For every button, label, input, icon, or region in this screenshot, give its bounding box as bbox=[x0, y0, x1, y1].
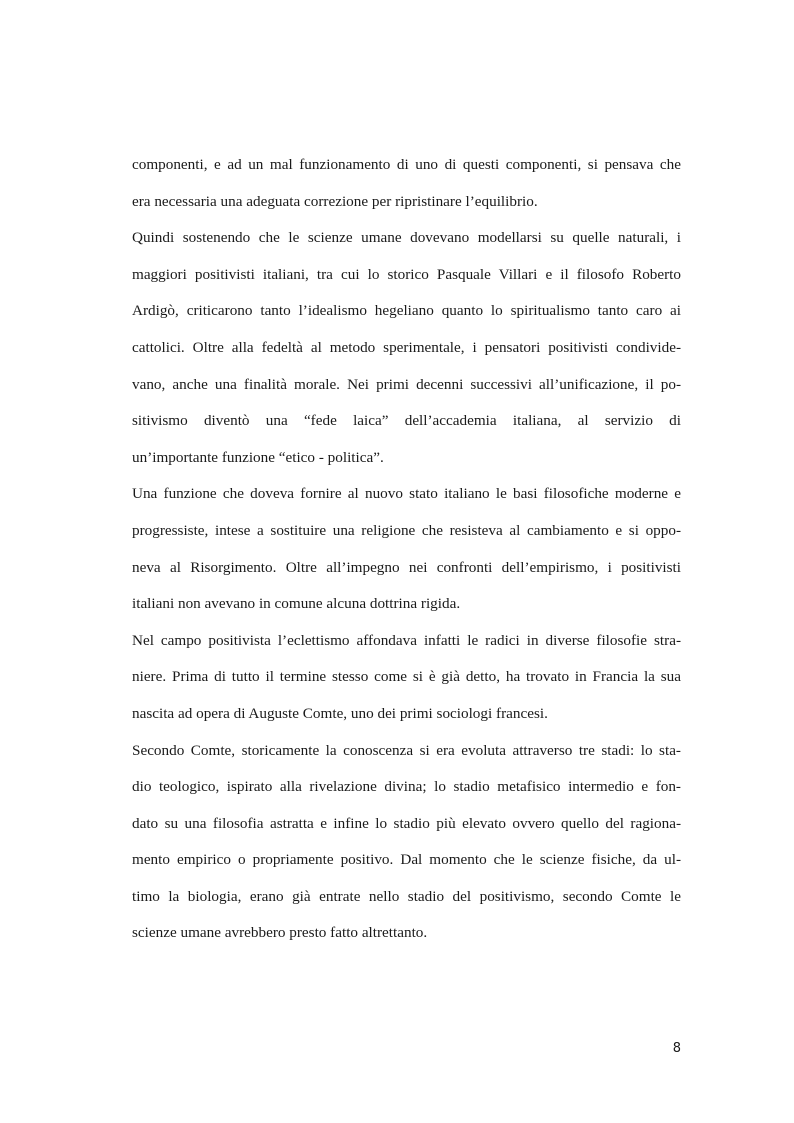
text-line: era necessaria una adeguata correzione per ripristinare l’equilibrio. bbox=[132, 192, 538, 210]
page-number: 8 bbox=[672, 1041, 681, 1056]
text-line: neva al Risorgimento. Oltre all’impegno nei confronti dell’empirismo, i positivisti bbox=[132, 558, 681, 576]
paragraph bbox=[132, 147, 681, 220]
text-line: dio teologico, ispirato alla rivelazione divina; lo stadio metafisico intermedio e fon- bbox=[132, 778, 681, 796]
text-line: Quindi sostenendo che le scienze umane dovevano modellarsi su quelle naturali, i bbox=[132, 229, 681, 247]
text-line: niere. Prima di tutto il termine stesso come si è già detto, ha trovato in Francia la sua bbox=[132, 668, 681, 686]
text-line: componenti, e ad un mal funzionamento di uno di questi componenti, si pensava che bbox=[132, 156, 681, 173]
text-line: maggiori positivisti italiani, tra cui lo storico Pasquale Villari e il filosofo Roberto bbox=[132, 265, 681, 283]
text-line: sitivismo diventò una “fede laica” dell’accademia italiana, al servizio di bbox=[132, 412, 681, 430]
text-line: Secondo Comte, storicamente la conoscenza si era evoluta attraverso tre stadi: lo sta- bbox=[132, 741, 681, 759]
paragraph bbox=[132, 476, 681, 622]
paragraph bbox=[132, 220, 681, 476]
text-line: Una funzione che doveva fornire al nuovo stato italiano le basi filosofiche moderne e bbox=[132, 485, 681, 503]
text-line: progressiste, intese a sostituire una religione che resisteva al cambiamento e si oppo- bbox=[132, 521, 681, 539]
text-line: cattolici. Oltre alla fedeltà al metodo sperimentale, i pensatori positivisti condivide- bbox=[132, 338, 681, 356]
paragraph bbox=[132, 623, 681, 733]
text-line: vano, anche una finalità morale. Nei primi decenni successivi all’unificazione, il po- bbox=[132, 375, 681, 393]
text-line: mento empirico o propriamente positivo. Dal momento che le scienze fisiche, da ul- bbox=[132, 851, 681, 869]
text-line: scienze umane avrebbero presto fatto altrettanto. bbox=[132, 924, 428, 942]
paragraph bbox=[132, 733, 681, 953]
text-line: Nel campo positivista l’eclettismo affondava infatti le radici in diverse filosofie stra- bbox=[132, 631, 681, 649]
body-text bbox=[132, 147, 681, 952]
text-line: italiani non avevano in comune alcuna dottrina rigida. bbox=[132, 595, 461, 613]
text-line: Ardigò, criticarono tanto l’idealismo hegeliano quanto lo spiritualismo tanto caro ai bbox=[132, 302, 681, 320]
text-line: timo la biologia, erano già entrate nello stadio del positivismo, secondo Comte le bbox=[132, 887, 681, 905]
text-line: dato su una filosofia astratta e infine lo stadio più elevato ovvero quello del ragiona- bbox=[132, 814, 681, 832]
text-line: nascita ad opera di Auguste Comte, uno dei primi sociologi francesi. bbox=[132, 704, 548, 722]
text-line: un’importante funzione “etico - politica”. bbox=[132, 448, 384, 466]
